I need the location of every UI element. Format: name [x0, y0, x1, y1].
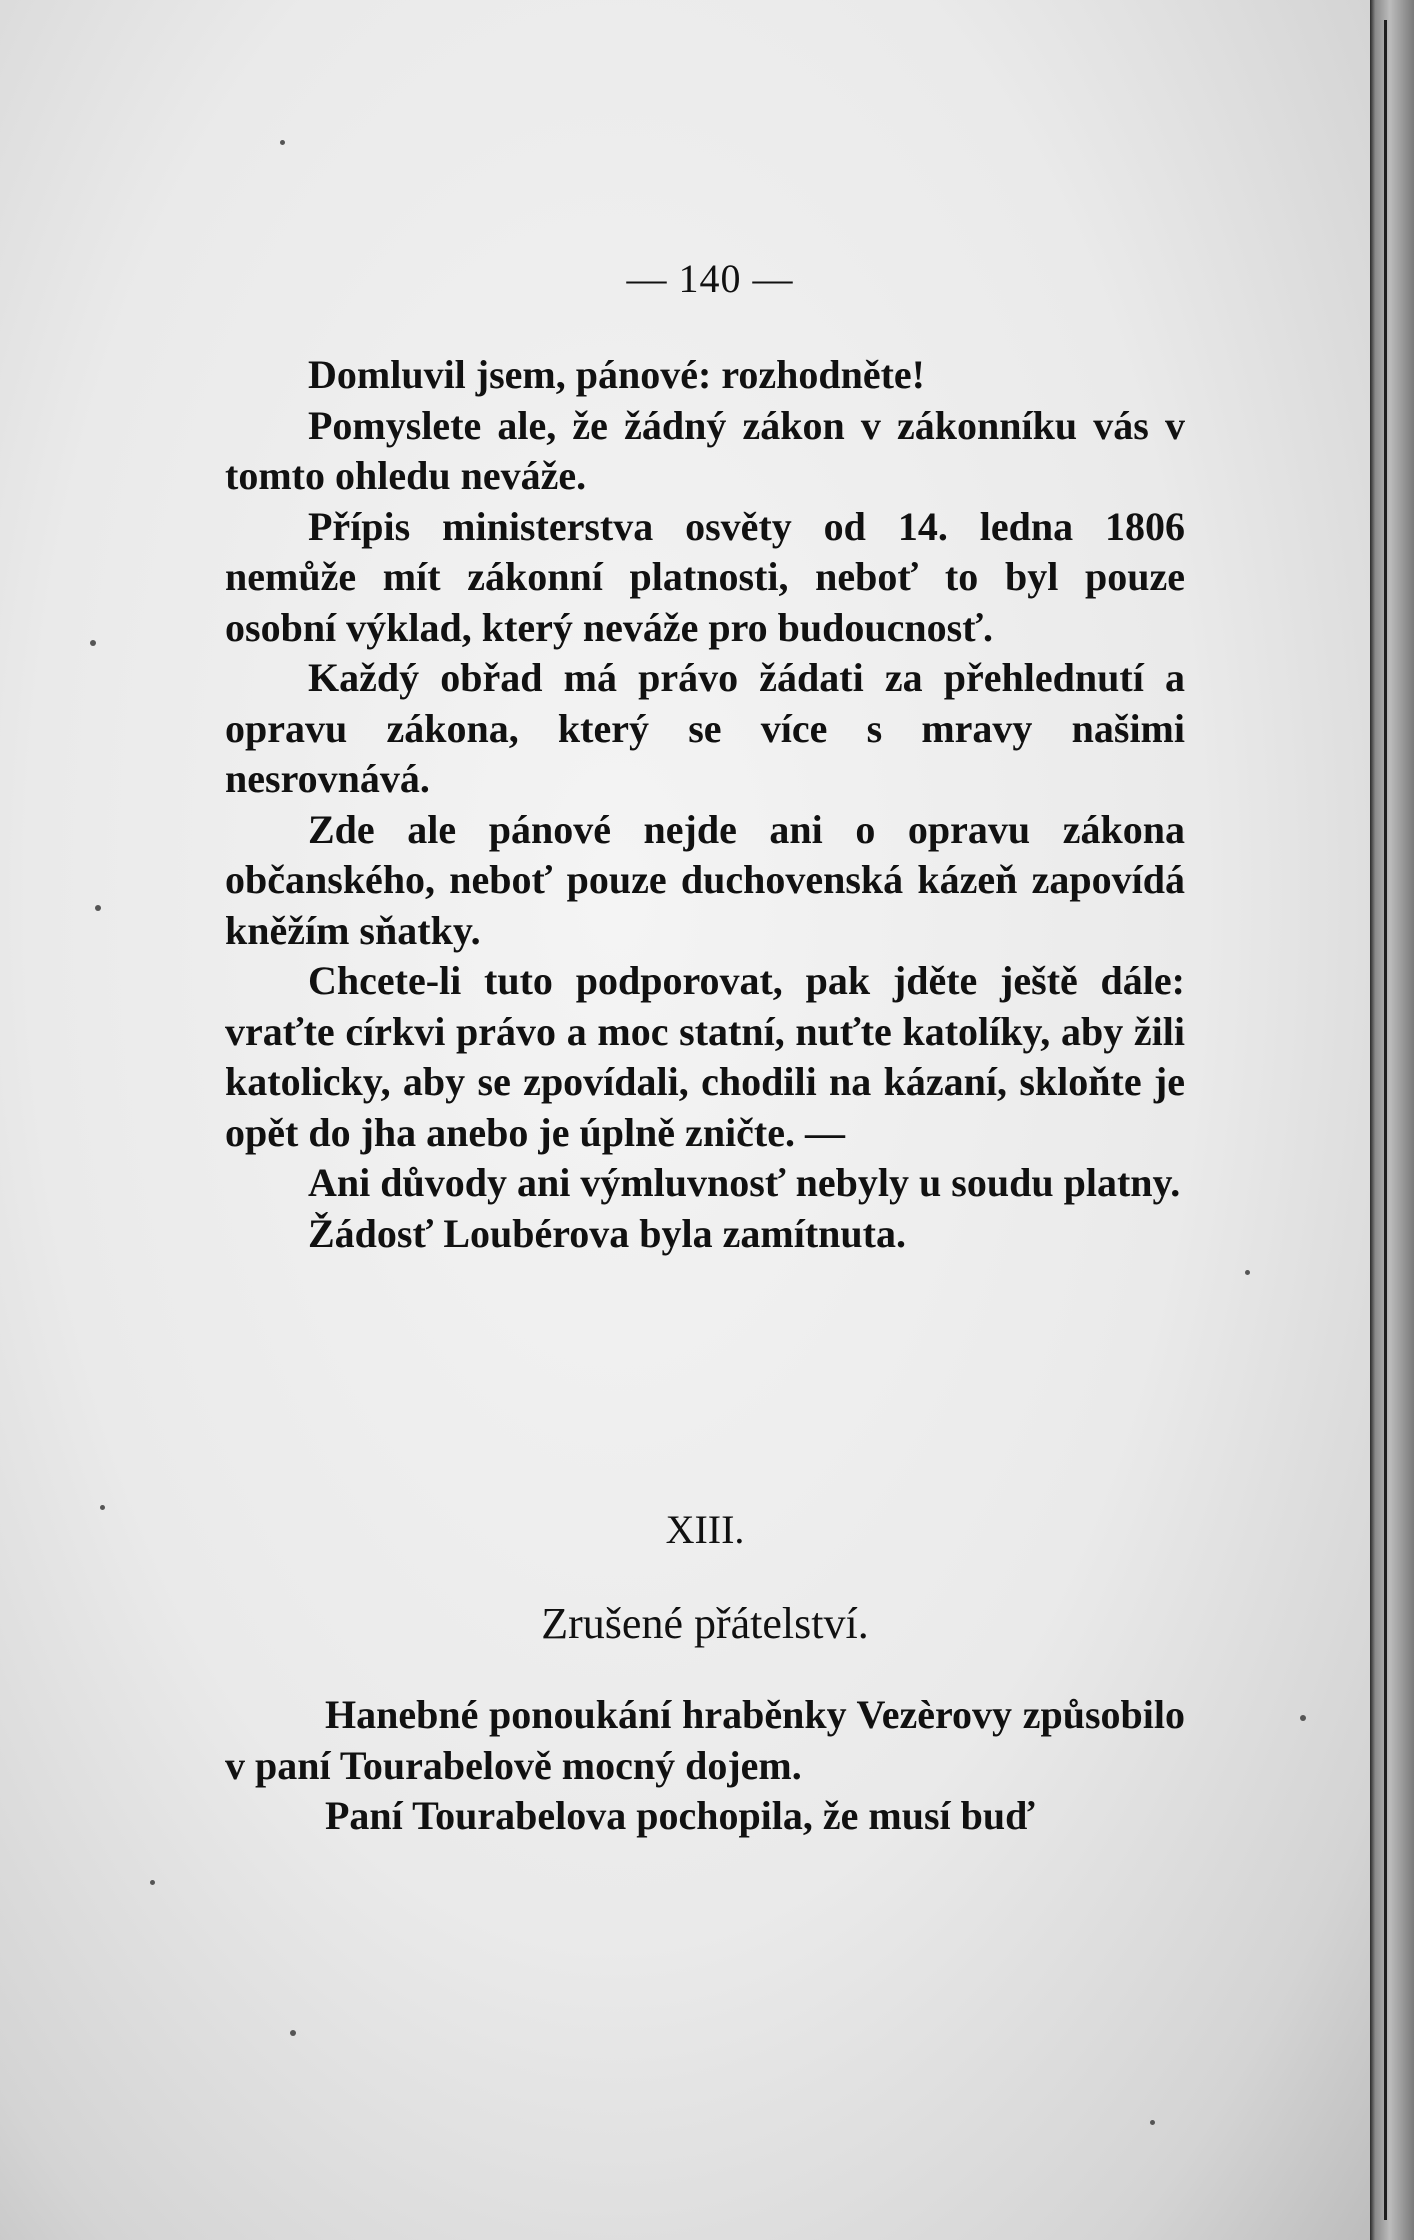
- paragraph: Paní Tourabelova pochopila, že musí buď: [325, 1793, 1035, 1838]
- print-speck: [1150, 2120, 1155, 2125]
- print-speck: [95, 905, 101, 911]
- paragraph: Přípis ministerstva osvěty od 14. ledna 1806 nemůže mít zákonní platnosti, neboť to byl pouze osobní výklad, který neváže pro budoucnosť.: [225, 503, 1185, 650]
- paragraph: Chcete-li tuto podporovat, pak jděte ještě dále: vraťte církvi právo a moc statní, nuťte katolíky, aby žili katolicky, aby se zpovídali, chodili na kázaní, skloňte je opět do jha anebo je úplně zničte. —: [225, 958, 1185, 1155]
- chapter-text: [225, 1690, 1185, 1842]
- paragraph: Každý obřad má právo žádati za přehlednutí a opravu zákona, který se více s mravy našimi nesrovnává.: [225, 655, 1185, 801]
- print-speck: [90, 640, 96, 646]
- paragraph: Domluvil jsem, pánové: rozhodněte!: [308, 352, 925, 397]
- spine-line: [1384, 20, 1387, 2220]
- print-speck: [290, 2030, 296, 2036]
- paragraph: Ani důvody ani výmluvnosť nebyly u soudu platny.: [308, 1160, 1181, 1205]
- print-speck: [280, 140, 285, 145]
- paragraph: Pomyslete ale, že žádný zákon v zákonníku vás v tomto ohledu neváže.: [225, 402, 1185, 498]
- book-spine-edge: [1370, 0, 1414, 2240]
- body-text: [225, 350, 1185, 1259]
- paragraph: Hanebné ponoukání hraběnky Vezèrovy způsobilo v paní Tourabelově mocný dojem.: [225, 1692, 1185, 1788]
- print-speck: [1245, 1270, 1250, 1275]
- paragraph: Žádosť Loubérova byla zamítnuta.: [308, 1210, 906, 1256]
- chapter-title: Zrušené přátelství.: [541, 1599, 869, 1648]
- print-speck: [100, 1505, 105, 1510]
- print-speck: [150, 1880, 155, 1885]
- paragraph: Zde ale pánové nejde ani o opravu zákona občanského, neboť pouze duchovenská kázeň zapovídá kněžím sňatky.: [225, 806, 1185, 953]
- print-speck: [1300, 1715, 1306, 1721]
- chapter-number: XIII.: [665, 1507, 745, 1552]
- chapter-heading: [225, 1505, 1185, 1651]
- page-number: — 140 —: [626, 256, 794, 301]
